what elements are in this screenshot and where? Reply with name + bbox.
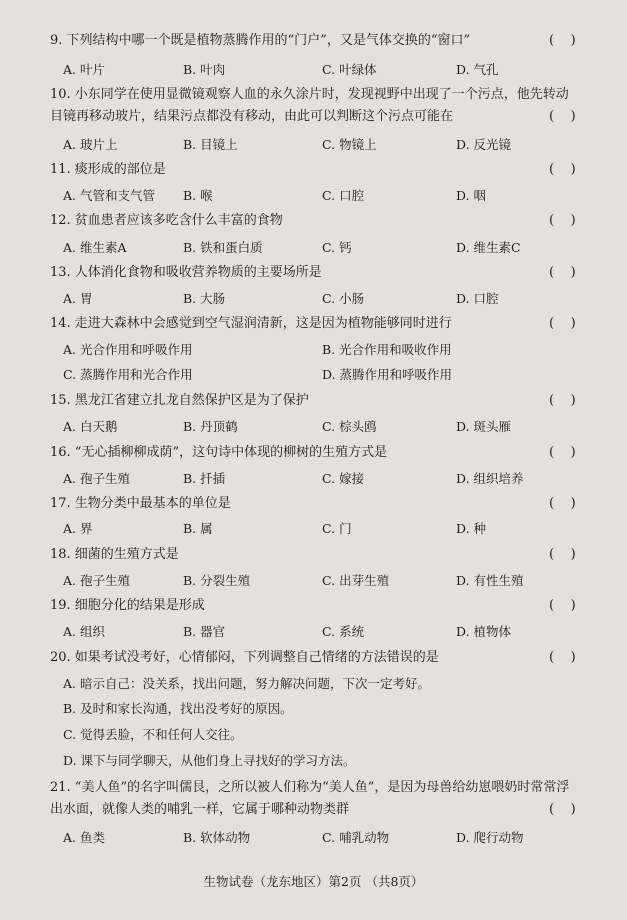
option: A. 白天鹅 [63,419,118,434]
answer-blank: ( ) [549,33,576,48]
option: D. 咽 [456,188,487,203]
question-stem: 14. 走进大森林中会感觉到空气湿润清新，这是因为植物能够同时进行 [50,316,452,331]
option: B. 器官 [183,624,226,639]
option: D. 课下与同学聊天，从他们身上寻找好的学习方法。 [63,753,356,768]
option: A. 鱼类 [63,830,105,845]
answer-blank: ( ) [549,802,576,817]
option: A. 暗示自己：没关系，找出问题，努力解决问题，下次一定考好。 [63,676,430,691]
option: D. 维生素C [456,240,521,255]
answer-blank: ( ) [549,316,576,331]
option: B. 软体动物 [183,830,251,845]
option: B. 喉 [183,188,213,203]
option: C. 系统 [322,624,365,639]
answer-blank: ( ) [549,213,576,228]
answer-blank: ( ) [549,445,576,460]
option: A. 孢子生殖 [63,573,130,588]
option: B. 丹顶鹤 [183,419,238,434]
option: D. 组织培养 [456,471,524,486]
option: B. 叶肉 [183,62,226,77]
option: D. 爬行动物 [456,830,524,845]
question-stem: 17. 生物分类中最基本的单位是 [50,496,231,511]
option: C. 嫁接 [322,471,365,486]
option: B. 光合作用和吸收作用 [322,342,452,357]
option: D. 蒸腾作用和呼吸作用 [322,367,453,382]
option: A. 孢子生殖 [63,471,130,486]
option: D. 有性生殖 [456,573,524,588]
question-stem: 10. 小东同学在使用显微镜观察人血的永久涂片时，发现视野中出现了一个污点，他先转动目镜再移动玻片，结果污点都没有移动，由此可以判断这个污点可能在 [50,87,569,124]
option: C. 叶绿体 [322,62,377,77]
option: D. 口腔 [456,291,499,306]
option: A. 光合作用和呼吸作用 [63,342,193,357]
question-stem: 13. 人体消化食物和吸收营养物质的主要场所是 [50,265,322,280]
option: C. 觉得丢脸，不和任何人交往。 [63,727,243,742]
option: B. 扦插 [183,471,226,486]
option: A. 气管和支气管 [63,188,155,203]
option: B. 铁和蛋白质 [183,240,263,255]
option: B. 及时和家长沟通，找出没考好的原因。 [63,701,293,716]
option: A. 玻片上 [63,137,118,152]
option: B. 分裂生殖 [183,573,251,588]
option: C. 口腔 [322,188,365,203]
option: C. 钙 [322,240,352,255]
answer-blank: ( ) [549,547,576,562]
option: A. 界 [63,521,93,536]
option: D. 斑头雁 [456,419,512,434]
answer-blank: ( ) [549,162,576,177]
option: A. 胃 [63,291,93,306]
option: C. 小肠 [322,291,365,306]
answer-blank: ( ) [549,109,576,124]
answer-blank: ( ) [549,598,576,613]
answer-blank: ( ) [549,496,576,511]
answer-blank: ( ) [549,393,576,408]
option: A. 组织 [63,624,105,639]
option: C. 出芽生殖 [322,573,390,588]
answer-blank: ( ) [549,650,576,665]
option: C. 哺乳动物 [322,830,390,845]
option: A. 维生素A [63,240,127,255]
option: C. 蒸腾作用和光合作用 [63,367,193,382]
option: D. 植物体 [456,624,512,639]
question-stem: 11. 痰形成的部位是 [50,162,166,177]
option: D. 反光镜 [456,137,512,152]
question-stem: 21. “美人鱼”的名字叫儒艮，之所以被人们称为“美人鱼”，是因为母兽给幼崽喂奶时常常浮出水面，就像人类的哺乳一样，它属于哪种动物类群 [50,780,570,817]
question-stem: 9. 下列结构中哪一个既是植物蒸腾作用的“门户”，又是气体交换的“窗口” [50,33,471,48]
option: A. 叶片 [63,62,105,77]
question-stem: 15. 黑龙江省建立扎龙自然保护区是为了保护 [50,393,309,408]
option: B. 属 [183,521,213,536]
option: C. 物镜上 [322,137,377,152]
page-footer: 生物试卷（龙东地区）第2页 （共8页） [203,874,424,889]
question-stem: 20. 如果考试没考好，心情郁闷，下列调整自己情绪的方法错误的是 [50,650,439,665]
option: C. 棕头鸥 [322,419,377,434]
option: D. 种 [456,521,487,536]
option: D. 气孔 [456,62,499,77]
question-stem: 19. 细胞分化的结果是形成 [50,598,205,613]
question-stem: 12. 贫血患者应该多吃含什么丰富的食物 [50,213,283,228]
option: C. 门 [322,521,352,536]
question-stem: 18. 细菌的生殖方式是 [50,547,179,562]
option: B. 目镜上 [183,137,238,152]
option: B. 大肠 [183,291,226,306]
question-stem: 16. “无心插柳柳成荫”，这句诗中体现的柳树的生殖方式是 [50,445,388,460]
answer-blank: ( ) [549,265,576,280]
